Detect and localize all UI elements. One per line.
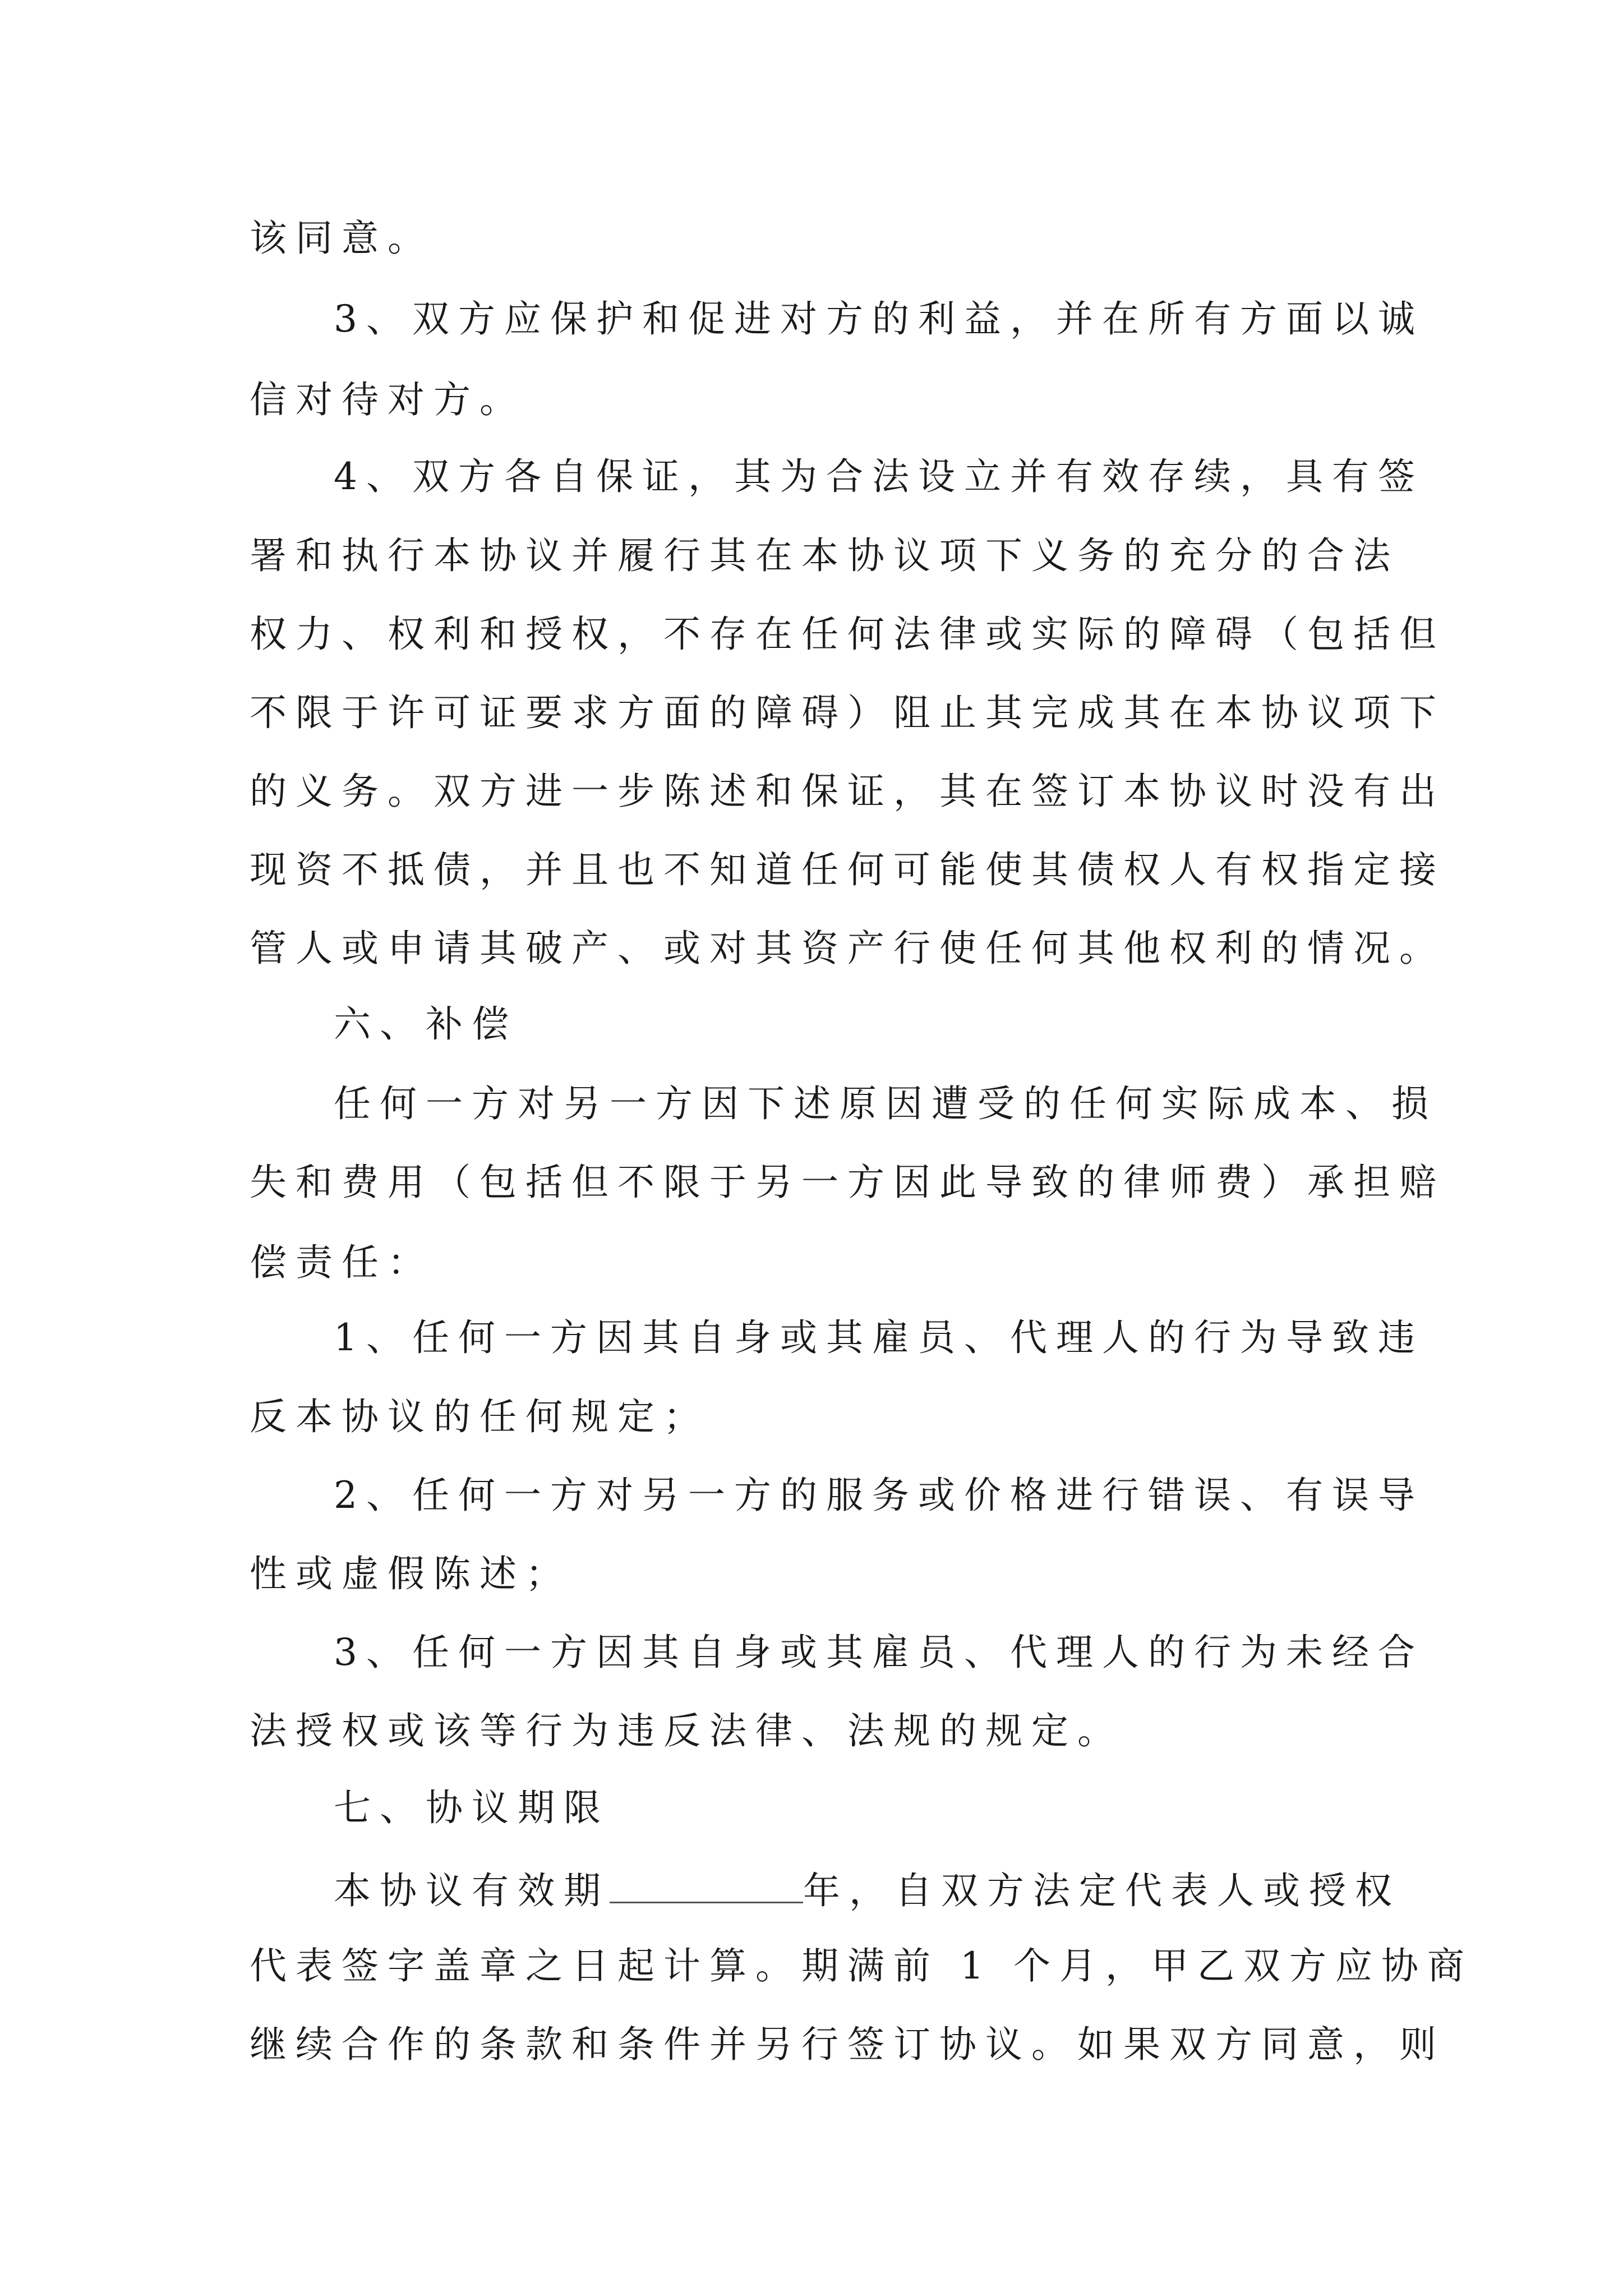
text-line: 署和执行本协议并履行其在本协议项下义务的充分的合法 — [250, 534, 1399, 577]
text-line: 权力、权利和授权，不存在任何法律或实际的障碍（包括但 — [250, 613, 1445, 656]
fill-in-blank — [610, 1869, 803, 1903]
text-line-with-blank — [334, 1869, 1401, 1910]
text-segment: 年，自双方法定代表人或授权 — [803, 1869, 1401, 1912]
text-line: 继续合作的条款和条件并另行签订协议。如果双方同意，则 — [250, 2023, 1445, 2066]
text-line: 法授权或该等行为违反法律、法规的规定。 — [250, 1709, 1123, 1752]
text-line: 现资不抵债，并且也不知道任何可能使其债权人有权指定接 — [250, 848, 1445, 891]
text-line: 2、任何一方对另一方的服务或价格进行错误、有误导 — [334, 1474, 1424, 1517]
text-line: 管人或申请其破产、或对其资产行使任何其他权利的情况。 — [250, 927, 1445, 970]
section-heading: 七、协议期限 — [334, 1786, 610, 1829]
text-line: 失和费用（包括但不限于另一方因此导致的律师费）承担赔 — [250, 1161, 1445, 1204]
text-line: 3、双方应保护和促进对方的利益，并在所有方面以诚 — [334, 297, 1424, 341]
text-line: 代表签字盖章之日起计算。期满前 1 个月，甲乙双方应协商 — [250, 1944, 1473, 1987]
text-line: 4、双方各自保证，其为合法设立并有效存续，具有签 — [334, 455, 1424, 498]
text-segment: 本协议有效期 — [334, 1869, 610, 1912]
section-heading: 六、补偿 — [334, 1002, 518, 1046]
text-line: 偿责任： — [250, 1241, 434, 1284]
text-line: 3、任何一方因其自身或其雇员、代理人的行为未经合 — [334, 1631, 1424, 1674]
text-line: 不限于许可证要求方面的障碍）阻止其完成其在本协议项下 — [250, 691, 1445, 734]
text-line: 性或虚假陈述； — [250, 1552, 571, 1595]
text-line: 的义务。双方进一步陈述和保证，其在签订本协议时没有出 — [250, 770, 1445, 813]
text-line: 1、任何一方因其自身或其雇员、代理人的行为导致违 — [334, 1316, 1424, 1359]
text-line: 反本协议的任何规定； — [250, 1395, 709, 1438]
text-line: 该同意。 — [250, 217, 434, 260]
text-line: 任何一方对另一方因下述原因遭受的任何实际成本、损 — [334, 1082, 1437, 1125]
text-line: 信对待对方。 — [250, 378, 525, 421]
